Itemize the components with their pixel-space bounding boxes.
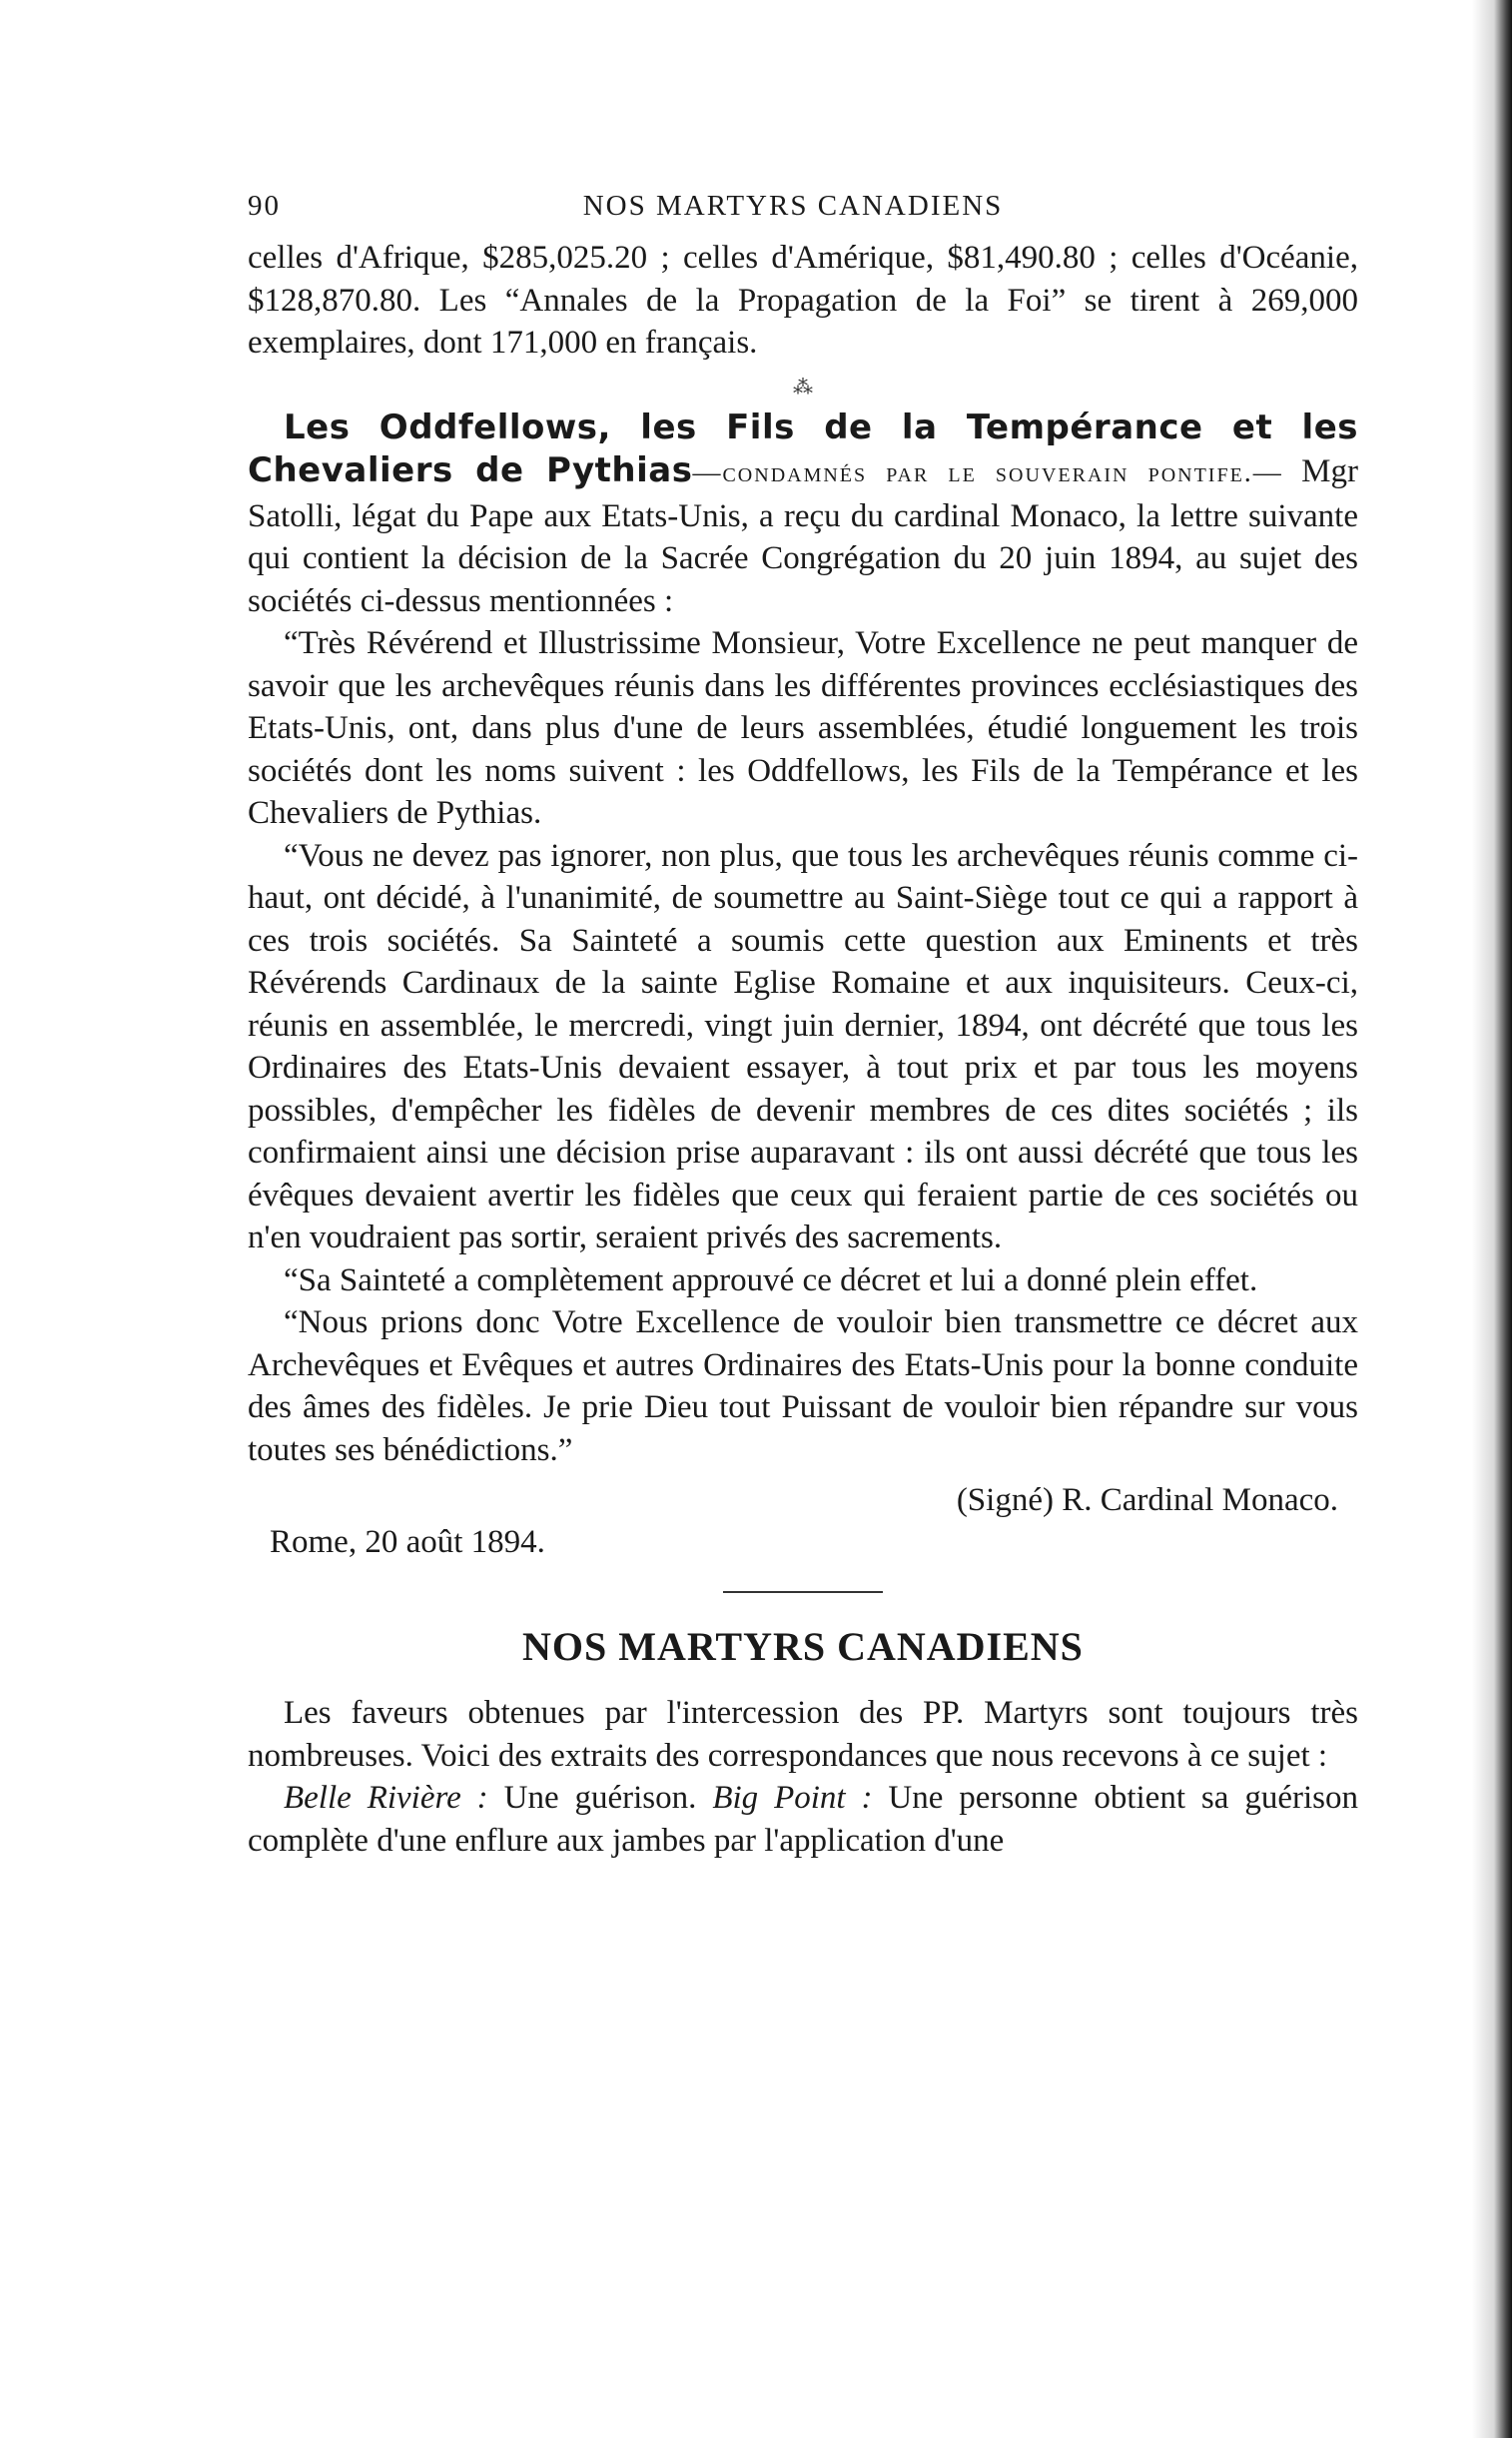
article-heading: Les Oddfellows, les Fils de la Tempérance et les Chevaliers de Pythias xyxy=(248,406,1358,490)
letter-paragraph-1: “Très Révérend et Illustrissime Monsieur, Votre Excellence ne peut manquer de savoir que les archevêques réunis dans les différentes provinces ecclésiastiques des Etats-Unis, ont, dans plus d'une de leurs assemblées, étudié longuement les trois sociétés dont les noms suivent : les Oddfellows, les Fils de la Tempérance et les Chevaliers de Pythias. xyxy=(248,625,1358,831)
running-header xyxy=(248,190,1358,223)
page-edge-shadow xyxy=(1472,0,1512,2438)
article-opening: Mgr Satolli, légat du Pape aux Etats-Unis, a reçu du cardinal Monaco, la lettre suivante qui contient la décision de la Sacrée Congrégation du 20 juin 1894, au sujet des sociétés ci-dessus mentionnées : xyxy=(248,453,1358,619)
entry-text-2: Une personne obtient sa guérison complète d'une enflure aux jambes par l'application d'une xyxy=(248,1780,1358,1859)
article-lead-paragraph xyxy=(248,406,1358,623)
entry-text-1: Une guérison. xyxy=(487,1780,713,1816)
place-big-point: Big Point : xyxy=(712,1780,873,1816)
intro-paragraph: celles d'Afrique, $285,025.20 ; celles d'Amérique, $81,490.80 ; celles d'Océanie, $128,870.80. Les “Annales de la Propagation de la Foi” se tirent à 269,000 exemplaires, dont 171,000 en français. xyxy=(248,240,1358,361)
place-belle-riviere: Belle Rivière : xyxy=(284,1780,488,1816)
running-title: NOS MARTYRS CANADIENS xyxy=(582,190,1004,222)
section-title: NOS MARTYRS CANADIENS xyxy=(522,1624,1084,1669)
letter-paragraph-4: “Nous prions donc Votre Excellence de vouloir bien transmettre ce décret aux Archevêques et Evêques et autres Ordinaires des Etats-Unis pour la bonne conduite des âmes des fidèles. Je prie Dieu tout Puissant de vouloir bien répandre sur vous toutes ses bénédictions.” xyxy=(248,1304,1358,1468)
section-divider xyxy=(723,1591,883,1593)
article-subheading: —condamnés par le souverain pontife.— xyxy=(692,457,1283,488)
section-intro: Les faveurs obtenues par l'intercession des PP. Martyrs sont toujours très nombreuses. Voici des extraits des correspondances que nous recevons à ce sujet : xyxy=(248,1695,1358,1774)
signature: (Signé) R. Cardinal Monaco. xyxy=(956,1482,1338,1518)
book-page xyxy=(248,190,1358,1862)
letter-paragraph-2: “Vous ne devez pas ignorer, non plus, que tous les archevêques réunis comme ci-haut, ont décidé, à l'unanimité, de soumettre au Saint-Siège tout ce qui a rapport à ces trois sociétés. Sa Sainteté a soumis cette question aux Eminents et très Révérends Cardinaux de la sainte Eglise Romaine et aux inquisiteurs. Ceux-ci, réunis en assemblée, le mercredi, vingt juin dernier, 1894, ont décrété que tous les Ordinaires des Etats-Unis devaient essayer, à tout prix et par tous les moyens possibles, d'empêcher les fidèles de devenir membres de ces dites sociétés ; ils confirmaient ainsi une décision prise auparavant : ils ont aussi décrété que tous les évêques devaient avertir les fidèles que ceux qui feraient partie de ces sociétés ou n'en voudraient pas sortir, seraient privés des sacrements. xyxy=(248,837,1358,1255)
signature-row xyxy=(248,1479,1358,1521)
separator-stars: ⁂ xyxy=(793,376,813,399)
page-number: 90 xyxy=(248,190,281,222)
letter-paragraph-3: “Sa Sainteté a complètement approuvé ce décret et lui a donné plein effet. xyxy=(284,1261,1258,1298)
section-entry xyxy=(248,1777,1358,1862)
date-line: Rome, 20 août 1894. xyxy=(270,1524,545,1560)
